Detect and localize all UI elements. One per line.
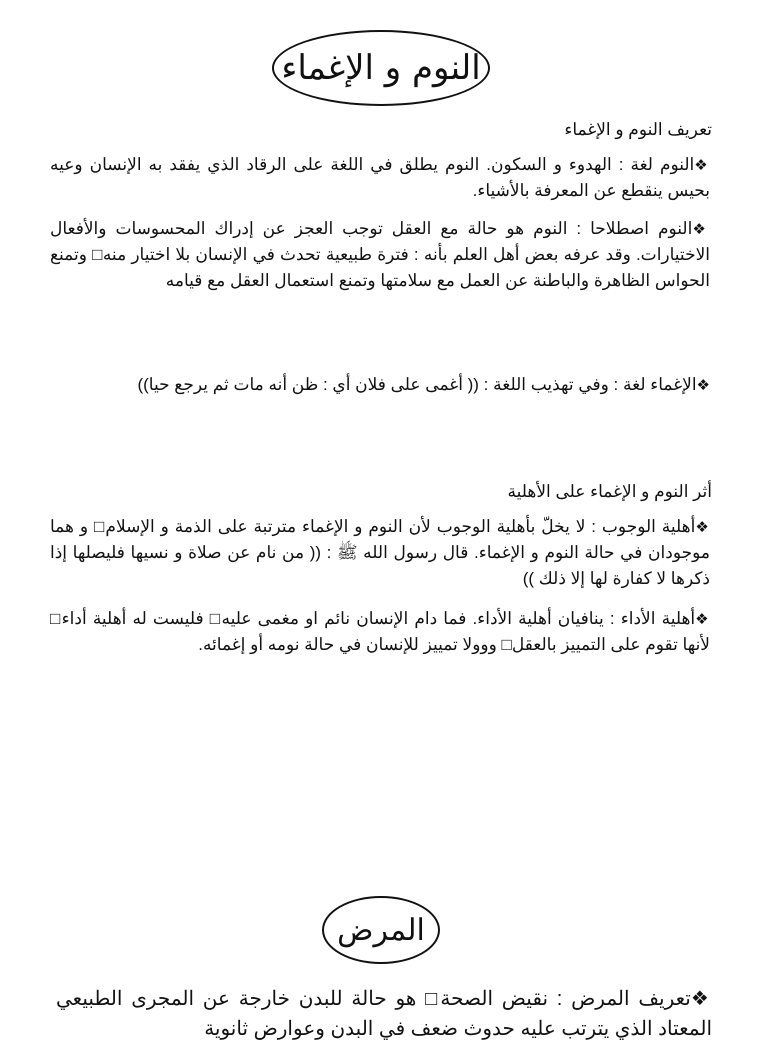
sleep-terminology-text: النوم اصطلاحا : النوم هو حالة مع العقل توجب العجز عن إدراك المحسوسات والأفعال الاختيارات. وقد عرفه بعض أهل العلم بأنه : فترة طبيعية تحدث في الإنسان بلا اختيار منه□ وتمنع الحواس الظاهرة والباطنة عن العمل مع سلامتها وتمنع استعمال العقل مع قيامه bbox=[50, 219, 710, 290]
sleep-language-paragraph bbox=[50, 152, 710, 204]
sleep-terminology-paragraph bbox=[50, 216, 710, 294]
effect-heading: أثر النوم و الإغماء على الأهلية bbox=[507, 482, 712, 501]
fainting-language-text: الإغماء لغة : وفي تهذيب اللغة : (( أغمى على فلان أي : ظن أنه مات ثم يرجع حيا)) bbox=[137, 375, 697, 394]
diamond-bullet-icon: ❖ bbox=[696, 376, 710, 394]
capacity-performance-paragraph bbox=[50, 606, 710, 658]
diamond-bullet-icon: ❖ bbox=[695, 610, 710, 628]
sleep-fainting-title-text: النوم و الإغماء bbox=[281, 48, 481, 88]
diamond-bullet-icon: ❖ bbox=[692, 220, 710, 238]
diamond-bullet-icon: ❖ bbox=[695, 518, 710, 536]
sickness-title bbox=[322, 896, 440, 964]
capacity-obligation-paragraph bbox=[50, 514, 710, 592]
capacity-performance-text: أهلية الأداء : ينافيان أهلية الأداء. فما دام الإنسان نائم او مغمى عليه□ فليست له أهلية أداء□ لأنها تقوم على التمييز بالعقل□ ووولا تمييز للإنسان في حالة نومه أو إغمائه. bbox=[50, 609, 710, 654]
sickness-definition-paragraph bbox=[56, 984, 712, 1044]
sickness-title-text: المرض bbox=[337, 912, 425, 948]
diamond-bullet-icon: ❖ bbox=[694, 156, 711, 174]
sleep-fainting-title bbox=[272, 30, 490, 106]
definition-heading: تعريف النوم و الإغماء bbox=[564, 120, 712, 139]
sleep-language-text: النوم لغة : الهدوء و السكون. النوم يطلق في اللغة على الرقاد الذي يفقد به الإنسان وعيه بحيس ينقطع عن المعرفة بالأشياء. bbox=[50, 155, 710, 200]
capacity-obligation-text: أهلية الوجوب : لا يخلّ بأهلية الوجوب لأن النوم و الإغماء مترتبة على الذمة و الإسلام□ و هما موجودان في حالة النوم و الإغماء. قال رسول الله ﷺ : (( من نام عن صلاة و نسيها فليصلها إذا ذكرها لا كفارة لها إلا ذلك )) bbox=[50, 517, 710, 588]
sickness-definition-text: تعريف المرض : نقيض الصحة□ هو حالة للبدن خارجة عن المجرى الطبيعي المعتاد الذي يترتب عليه حدوث ضعف في البدن وعوارض ثانوية bbox=[56, 988, 712, 1040]
fainting-language-paragraph bbox=[50, 372, 710, 398]
diamond-bullet-icon: ❖ bbox=[690, 988, 712, 1010]
